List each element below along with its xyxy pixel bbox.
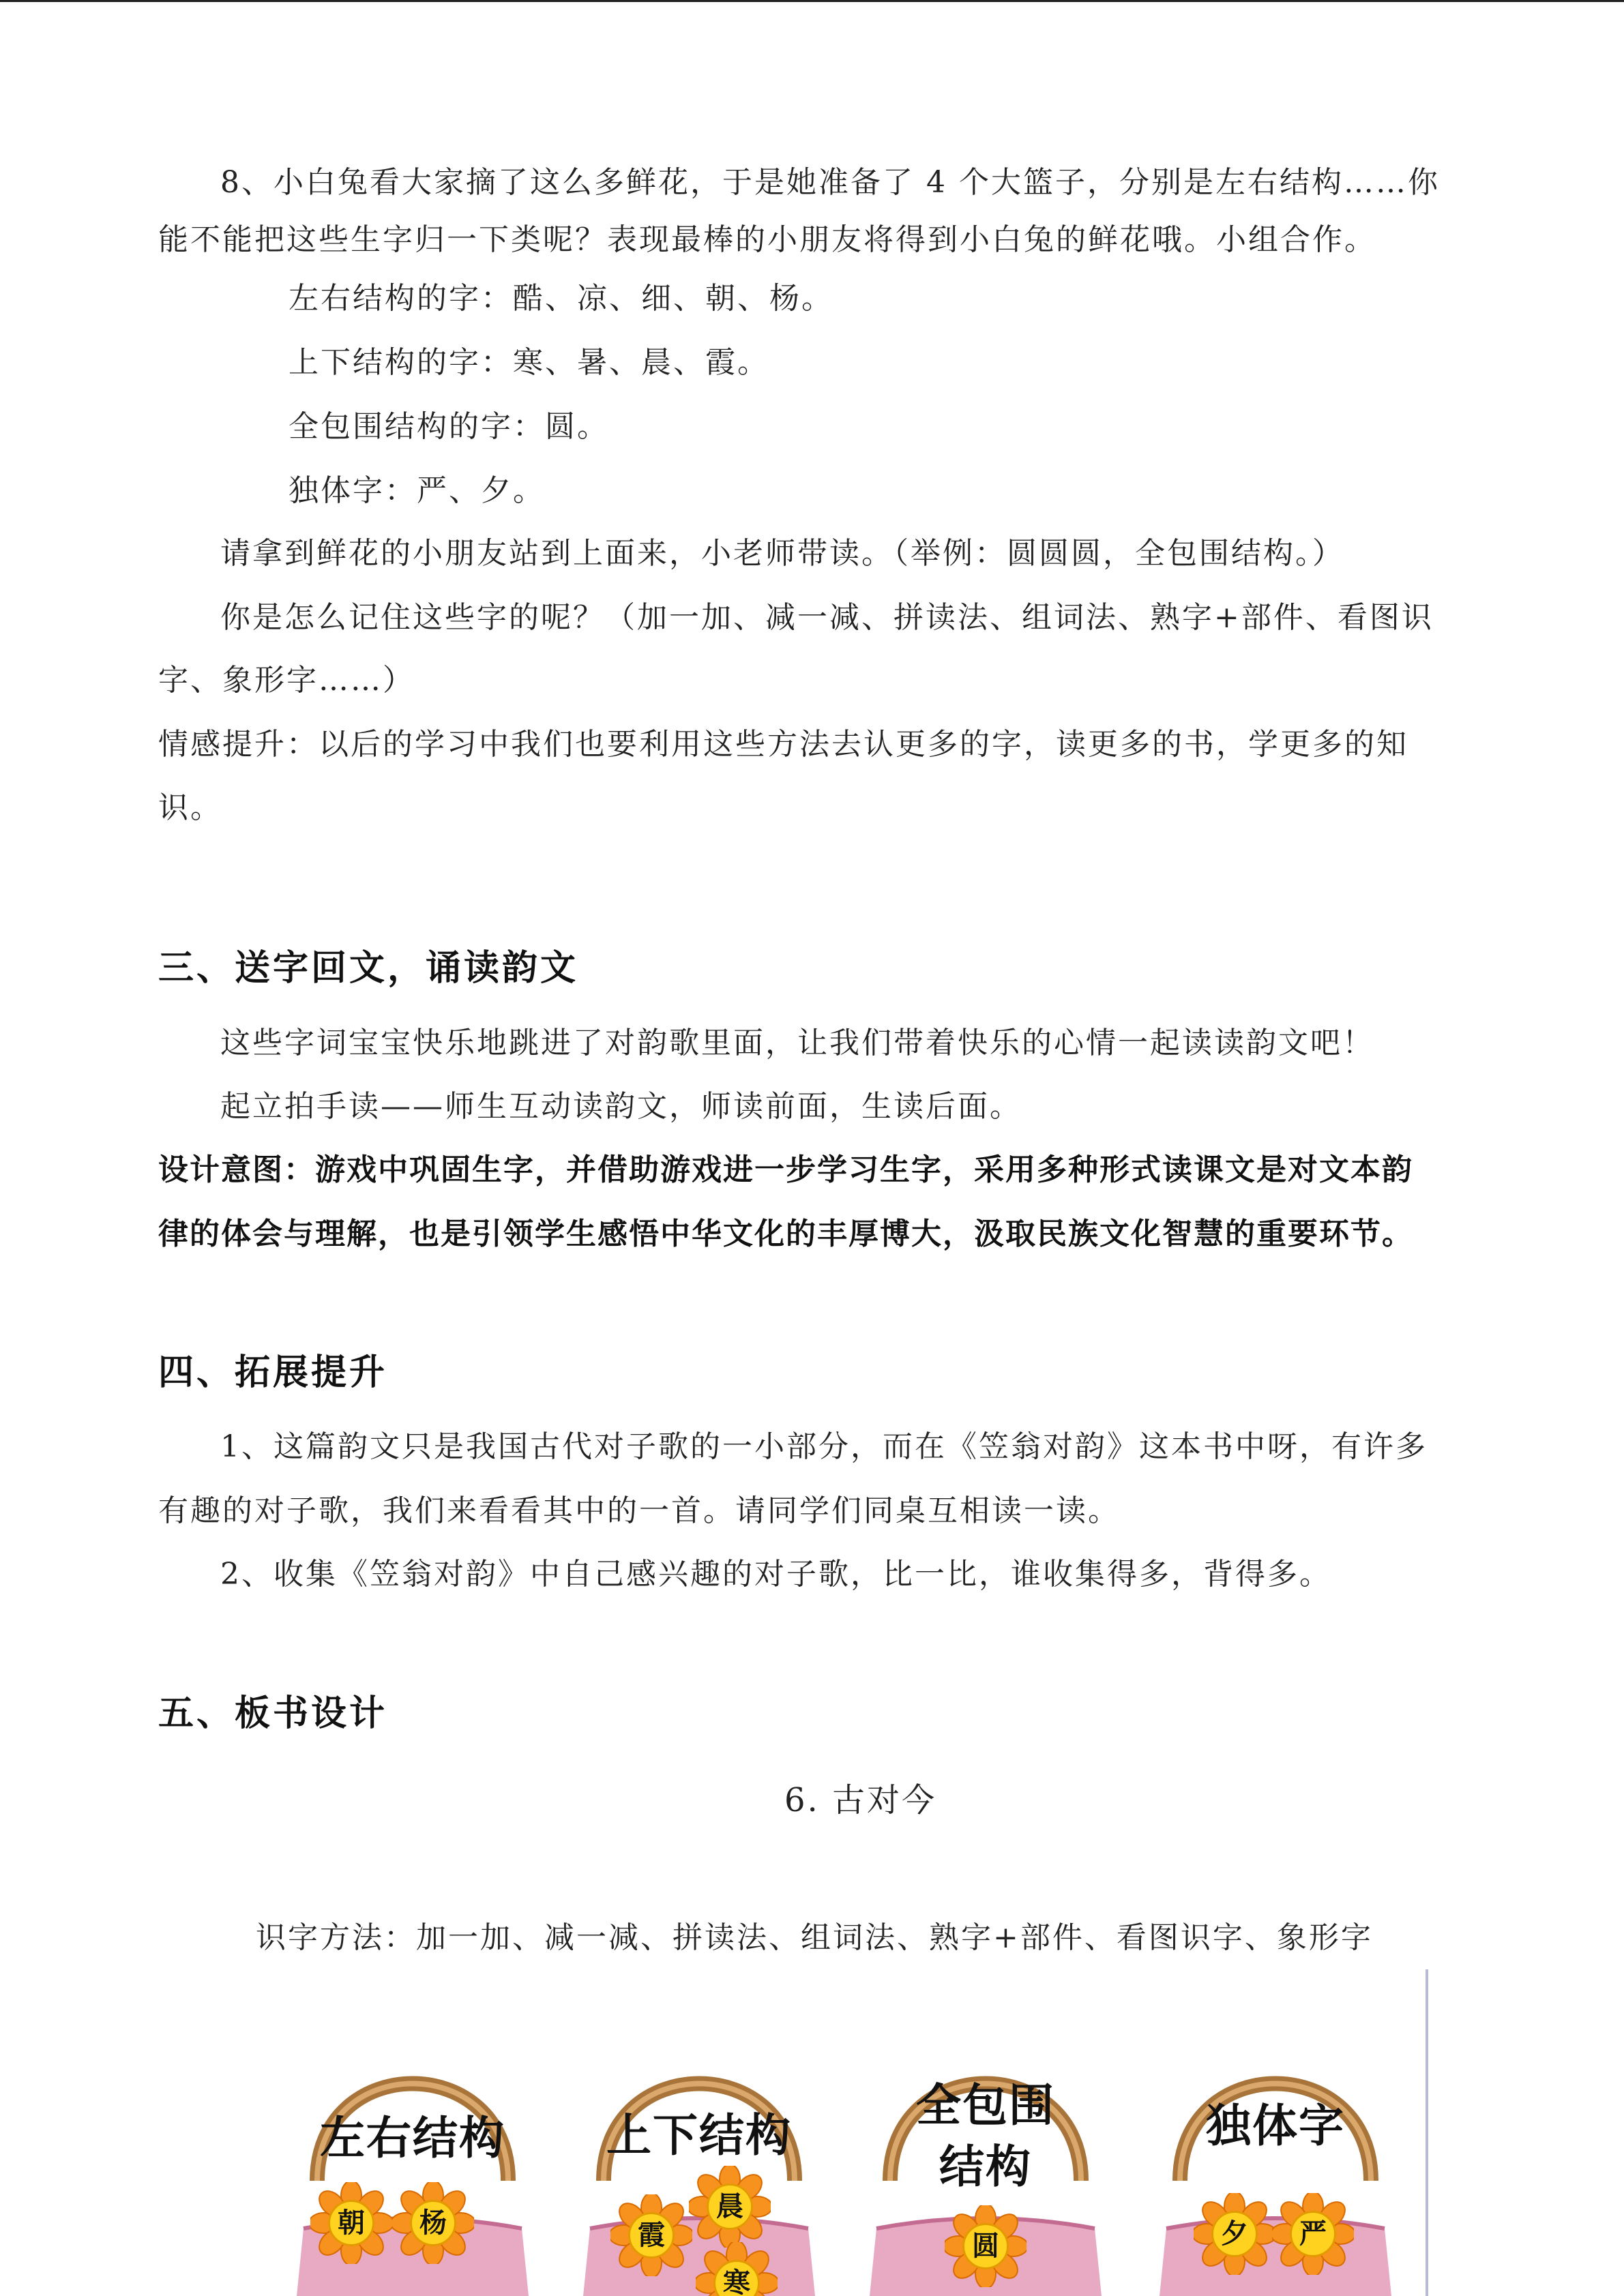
emotion-line-1: 情感提升：以后的学习中我们也要利用这些方法去认更多的字，读更多的书，学更多的知: [158, 727, 1408, 762]
group-single: 独体字：严、夕。: [289, 473, 545, 508]
flower-icon[interactable]: [610, 2194, 692, 2276]
margin-rule: [1426, 1969, 1428, 2296]
flower-character: 寒: [713, 2260, 760, 2296]
flower-character: 严: [1290, 2211, 1336, 2257]
basket-label-line-2: 结构: [939, 2141, 1032, 2193]
group-left-right: 左右结构的字：酷、凉、细、朝、杨。: [289, 281, 833, 316]
flower-icon[interactable]: [310, 2182, 392, 2264]
design-intent-line-1: 设计意图：游戏中巩固生字，并借助游戏进一步学习生字，采用多种形式读课文是对文本韵: [158, 1152, 1413, 1187]
section-4-paragraph-2: 2、收集《笠翁对韵》中自己感兴趣的对子歌，比一比，谁收集得多，背得多。: [220, 1557, 1331, 1592]
flower-character: 杨: [410, 2200, 456, 2246]
memory-line-2: 字、象形字……）: [158, 663, 415, 698]
basket-label: 上下结构: [606, 2109, 792, 2162]
flower-icon[interactable]: [696, 2242, 778, 2296]
flower-icon[interactable]: [1194, 2193, 1275, 2275]
literacy-methods: 识字方法：加一加、减一减、拼读法、组词法、熟字+部件、看图识字、象形字: [256, 1920, 1373, 1955]
basket-label: 左右结构: [320, 2112, 505, 2164]
emotion-line-2: 识。: [158, 790, 222, 825]
section-4-paragraph-1-line-1: 1、这篇韵文只是我国古代对子歌的一小部分，而在《笠翁对韵》这本书中呀，有许多: [220, 1429, 1428, 1464]
basket-enclosed: [863, 2024, 1108, 2296]
section-3-heading: 三、送字回文，诵读韵文: [158, 948, 579, 989]
flower-icon[interactable]: [392, 2182, 474, 2264]
flower-icon[interactable]: [945, 2205, 1027, 2287]
flower-character: 夕: [1211, 2211, 1258, 2257]
paragraph-8-line-2: 能不能把这些生字归一下类呢？表现最棒的小朋友将得到小白兔的鲜花哦。小组合作。: [158, 222, 1376, 257]
section-5-heading: 五、板书设计: [158, 1693, 388, 1734]
flower-character: 朝: [328, 2200, 374, 2246]
section-3-paragraph-2: 起立拍手读——师生互动读韵文，师读前面，生读后面。: [220, 1089, 1022, 1124]
basket-label-line-1: 全包围: [916, 2079, 1055, 2132]
lead-read-paragraph: 请拿到鲜花的小朋友站到上面来，小老师带读。（举例：圆圆圆，全包围结构。）: [220, 536, 1344, 571]
page-top-border: [0, 0, 1624, 2]
section-4-paragraph-1-line-2: 有趣的对子歌，我们来看看其中的一首。请同学们同桌互相读一读。: [158, 1493, 1120, 1528]
memory-line-1: 你是怎么记住这些字的呢？（加一加、减一减、拼读法、组词法、熟字+部件、看图识: [220, 600, 1434, 635]
group-enclosed: 全包围结构的字：圆。: [289, 409, 609, 444]
flower-character: 圆: [962, 2223, 1009, 2269]
flower-icon[interactable]: [1272, 2193, 1354, 2275]
board-title: 6. 古对今: [784, 1781, 937, 1819]
basket-single: [1153, 2024, 1398, 2296]
design-intent-line-2: 律的体会与理解，也是引领学生感悟中华文化的丰厚博大，汲取民族文化智慧的重要环节。: [158, 1217, 1413, 1251]
section-3-paragraph-1: 这些字词宝宝快乐地跳进了对韵歌里面，让我们带着快乐的心情一起读读韵文吧！: [220, 1026, 1374, 1060]
basket-left-right: [290, 2024, 535, 2296]
basket-top-bottom: [576, 2024, 822, 2296]
flower-character: 霞: [628, 2212, 675, 2258]
basket-label: 独体字: [1206, 2100, 1345, 2152]
group-top-bottom: 上下结构的字：寒、暑、晨、霞。: [289, 345, 769, 380]
flower-character: 晨: [707, 2183, 753, 2230]
flower-icon[interactable]: [689, 2166, 771, 2248]
paragraph-8-line-1: 8、小白兔看大家摘了这么多鲜花，于是她准备了 4 个大篮子，分别是左右结构……你: [220, 165, 1440, 200]
section-4-heading: 四、拓展提升: [158, 1352, 388, 1393]
